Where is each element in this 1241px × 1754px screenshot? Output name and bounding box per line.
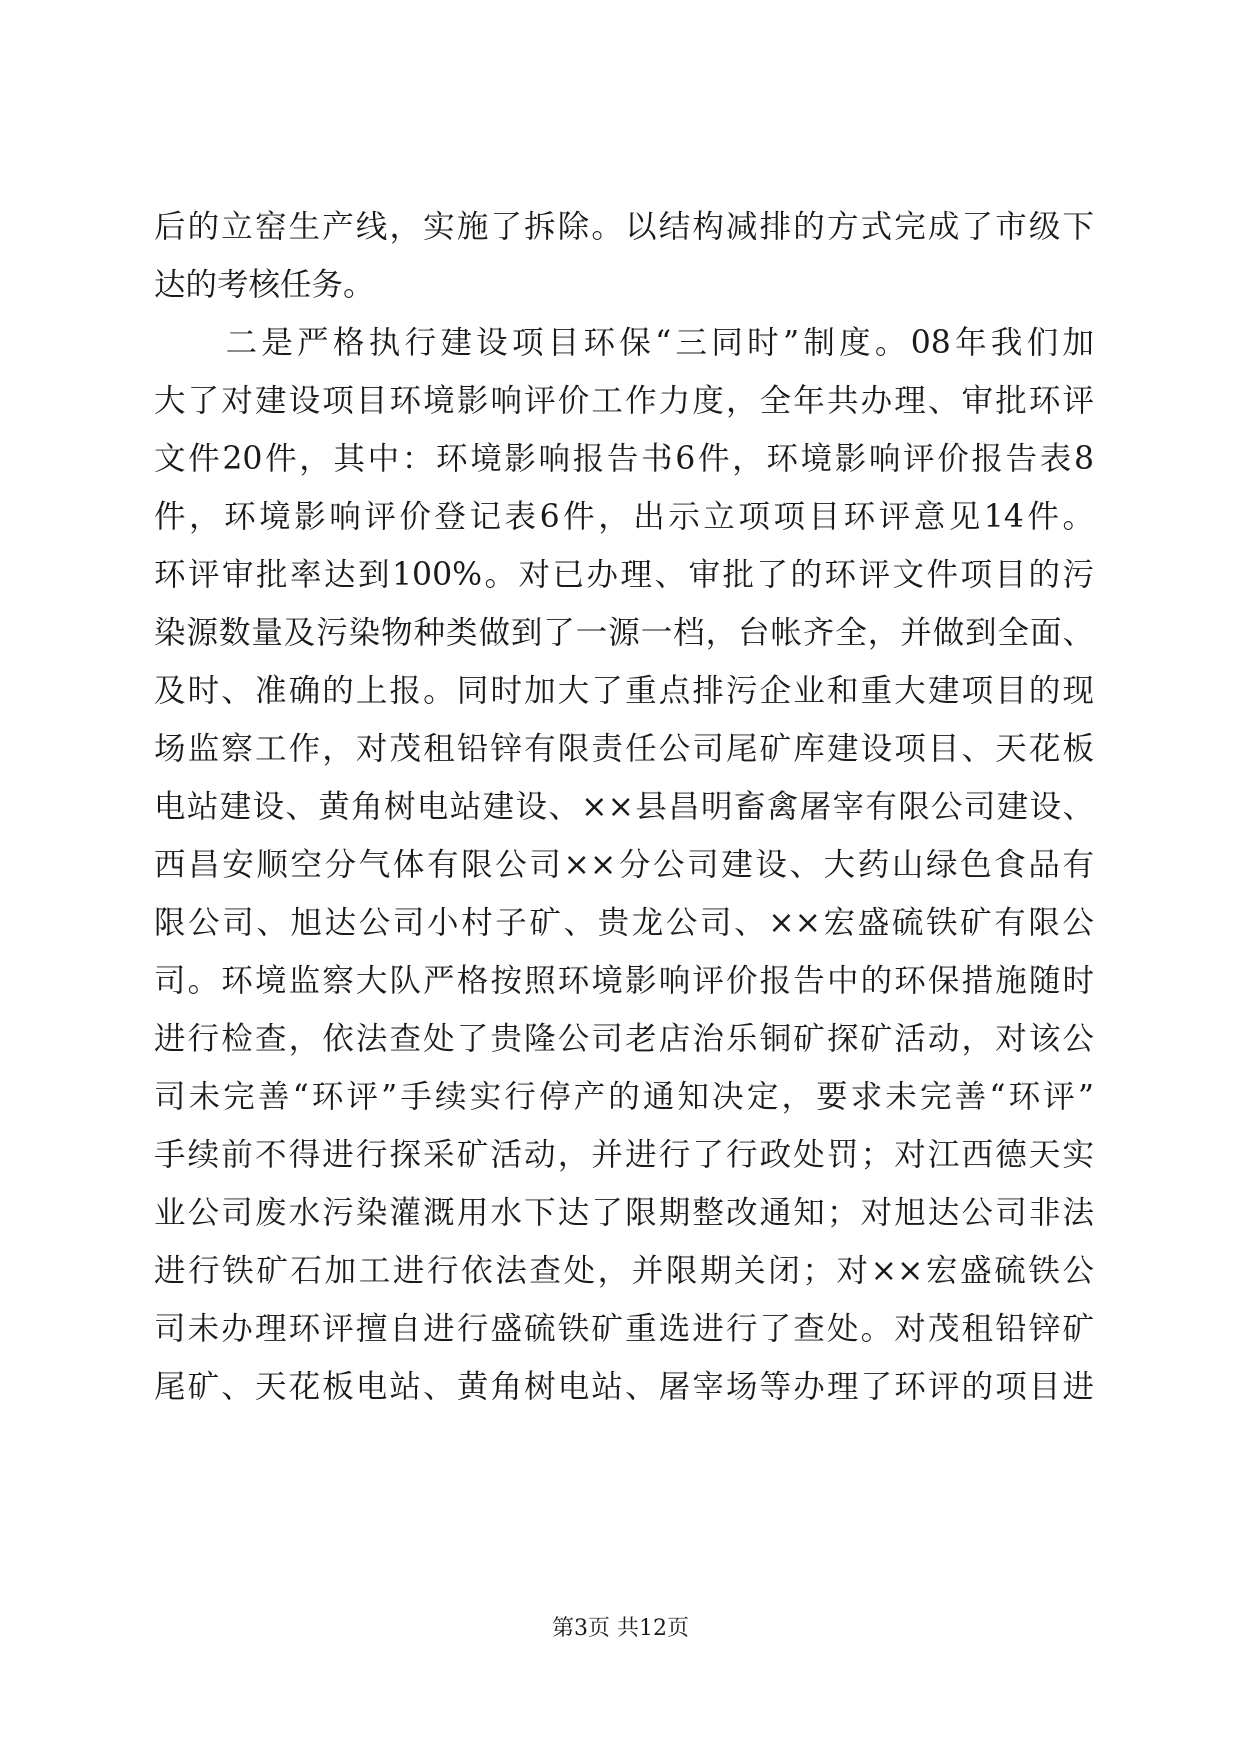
body-text-line: 业公司废水污染灌溉用水下达了限期整改通知；对旭达公司非法 [154,1195,1094,1231]
body-text-line: 进行铁矿石加工进行依法查处，并限期关闭；对××宏盛硫铁公 [154,1253,1094,1289]
body-text-line: 手续前不得进行探采矿活动，并进行了行政处罚；对江西德天实 [154,1137,1094,1173]
body-text-line: 件，环境影响评价登记表6件，出示立项项目环评意见14件。 [154,499,1094,535]
body-text-line: 达的考核任务。 [154,267,375,303]
body-text-line: 染源数量及污染物种类做到了一源一档，台帐齐全，并做到全面、 [154,615,1094,651]
body-text-line: 进行检查，依法查处了贵隆公司老店治乐铜矿探矿活动，对该公 [154,1021,1094,1057]
body-text-line: 电站建设、黄角树电站建设、××县昌明畜禽屠宰有限公司建设、 [154,789,1094,825]
body-text-line: 大了对建设项目环境影响评价工作力度，全年共办理、审批环评 [154,383,1094,419]
body-text-line: 及时、准确的上报。同时加大了重点排污企业和重大建项目的现 [154,673,1094,709]
body-text-line: 限公司、旭达公司小村子矿、贵龙公司、××宏盛硫铁矿有限公 [154,905,1094,941]
body-text-line: 二是严格执行建设项目环保“三同时”制度。08年我们加 [154,325,1094,361]
body-text-line: 司未办理环评擅自进行盛硫铁矿重选进行了查处。对茂租铅锌矿 [154,1311,1094,1347]
page-number-footer: 第3页 共12页 [552,1616,689,1641]
body-text-line: 环评审批率达到100%。对已办理、审批了的环评文件项目的污 [154,557,1094,593]
body-text-line: 司未完善“环评”手续实行停产的通知决定，要求未完善“环评” [154,1079,1094,1115]
body-text-line: 场监察工作，对茂租铅锌有限责任公司尾矿库建设项目、天花板 [154,731,1094,767]
body-text-line: 西昌安顺空分气体有限公司××分公司建设、大药山绿色食品有 [154,847,1094,883]
body-text-line: 司。环境监察大队严格按照环境影响评价报告中的环保措施随时 [154,963,1094,999]
body-text-line: 后的立窑生产线，实施了拆除。以结构减排的方式完成了市级下 [154,209,1094,245]
body-text-line: 文件20件，其中：环境影响报告书6件，环境影响评价报告表8 [154,441,1094,477]
body-text-line: 尾矿、天花板电站、黄角树电站、屠宰场等办理了环评的项目进 [154,1369,1094,1405]
